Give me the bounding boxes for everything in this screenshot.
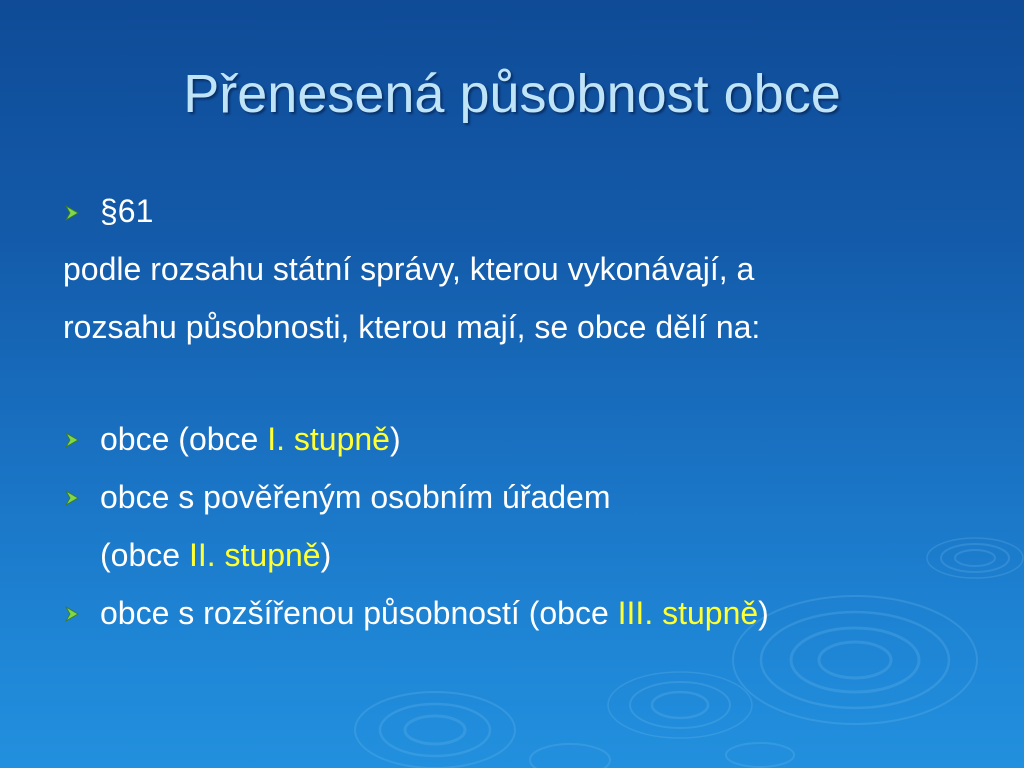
list-item-text: ) <box>758 595 769 631</box>
chevron-right-arrow-icon <box>64 606 80 622</box>
chevron-right-arrow-icon <box>64 490 80 506</box>
section-reference: §61 <box>100 193 154 229</box>
list-item-text: obce s rozšířenou působností (obce <box>100 595 618 631</box>
intro-text-line-1: podle rozsahu státní správy, kterou vykonávají, a <box>63 251 755 287</box>
list-item-municipality-level-1 <box>100 419 401 459</box>
list-item-text: obce s pověřeným osobním úřadem <box>100 479 611 515</box>
list-item-text: ) <box>320 537 332 573</box>
slide-title: Přenesená působnost obce <box>183 64 841 124</box>
level-highlight: II. stupně <box>188 537 321 573</box>
list-item-municipality-level-2-continuation <box>100 535 331 575</box>
level-highlight: III. stupně <box>617 595 759 631</box>
list-item-text: (obce <box>100 537 189 573</box>
list-item-text: ) <box>389 421 401 457</box>
list-item-text: obce (obce <box>100 421 268 457</box>
list-item-municipality-level-2 <box>100 477 610 517</box>
chevron-right-arrow-icon <box>64 205 80 221</box>
intro-text-line-2: rozsahu působnosti, kterou mají, se obce dělí na: <box>63 309 761 345</box>
level-highlight: I. stupně <box>267 421 390 457</box>
chevron-right-arrow-icon <box>64 432 80 448</box>
list-item-municipality-level-3 <box>100 593 769 633</box>
